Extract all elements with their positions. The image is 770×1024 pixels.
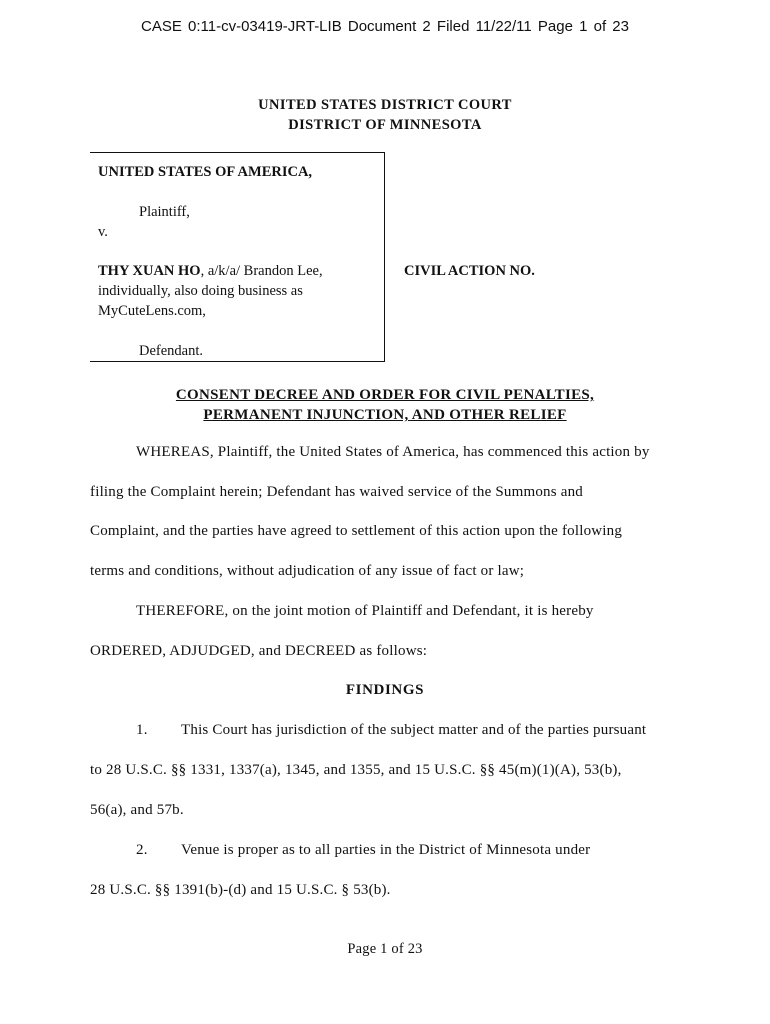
page-number-footer: Page 1 of 23: [347, 941, 423, 957]
findings-heading: FINDINGS: [345, 682, 425, 698]
case-caption-box: [90, 152, 385, 362]
civil-action-number: CIVIL ACTION NO.: [404, 263, 535, 279]
defendant-role: Defendant.: [139, 343, 204, 359]
document-title: [0, 385, 770, 425]
item-1-line-3: 56(a), and 57b.: [90, 802, 184, 818]
therefore-line-2: ORDERED, ADJUDGED, and DECREED as follows:: [90, 643, 428, 659]
case-header-stamp: CASE 0:11-cv-03419-JRT-LIB Document 2 Filed 11/22/11 Page 1 of 23: [141, 18, 629, 35]
plaintiff-name: UNITED STATES OF AMERICA,: [98, 164, 313, 180]
item-2-line-2: 28 U.S.C. §§ 1391(b)-(d) and 15 U.S.C. § 53(b).: [90, 882, 391, 898]
whereas-line-2: filing the Complaint herein; Defendant has waived service of the Summons and: [90, 484, 583, 500]
whereas-line-3: Complaint, and the parties have agreed to settlement of this action upon the following: [90, 523, 623, 539]
court-line-1: UNITED STATES DISTRICT COURT: [258, 97, 512, 113]
plaintiff-role: Plaintiff,: [139, 204, 190, 220]
item-2-number: 2.: [136, 842, 148, 858]
item-1-line-2: to 28 U.S.C. §§ 1331, 1337(a), 1345, and 1355, and 15 U.S.C. §§ 45(m)(1)(A), 53(b),: [90, 762, 622, 778]
versus: v.: [98, 224, 108, 240]
whereas-line-1: WHEREAS, Plaintiff, the United States of America, has commenced this action by: [136, 444, 650, 460]
item-1-line-1: This Court has jurisdiction of the subject matter and of the parties pursuant: [181, 722, 647, 738]
defendant-name: THY XUAN HO: [98, 263, 201, 279]
defendant-line-2: individually, also doing business as: [98, 283, 303, 299]
item-2-line-1: Venue is proper as to all parties in the District of Minnesota under: [181, 842, 591, 858]
defendant-line-1: [98, 261, 323, 281]
whereas-line-4: terms and conditions, without adjudication of any issue of fact or law;: [90, 563, 525, 579]
therefore-line-1: THEREFORE, on the joint motion of Plaintiff and Defendant, it is hereby: [136, 603, 594, 619]
item-1-number: 1.: [136, 722, 148, 738]
title-line-2: PERMANENT INJUNCTION, AND OTHER RELIEF: [203, 407, 567, 423]
court-line-2: DISTRICT OF MINNESOTA: [288, 117, 482, 133]
court-name: [0, 95, 770, 135]
title-line-1: CONSENT DECREE AND ORDER FOR CIVIL PENALTIES,: [175, 387, 595, 403]
defendant-line-3: MyCuteLens.com,: [98, 303, 206, 319]
defendant-aka: , a/k/a/ Brandon Lee,: [200, 263, 323, 279]
